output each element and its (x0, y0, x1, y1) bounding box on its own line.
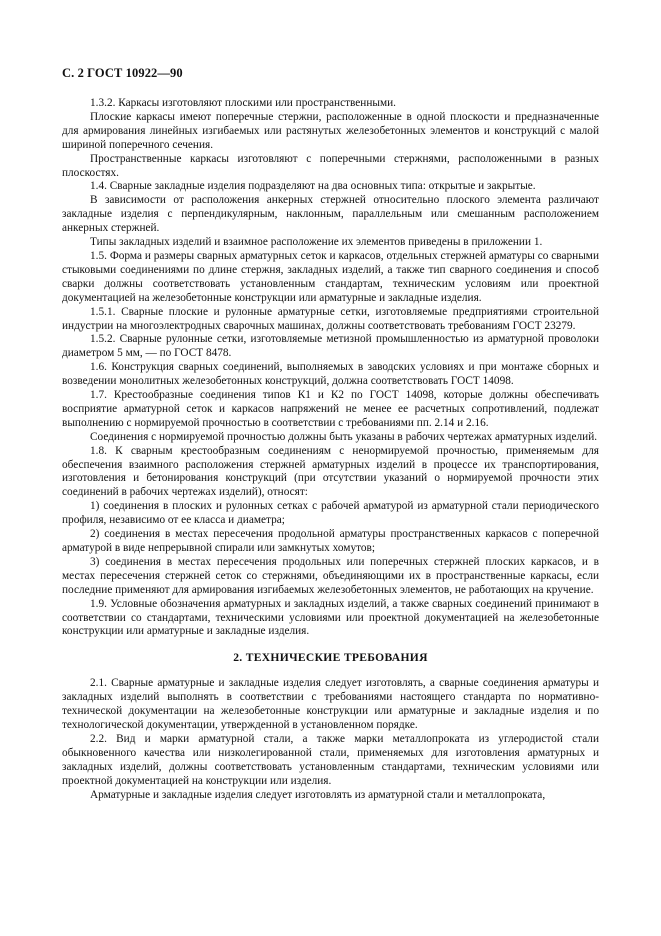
paragraph: 2) соединения в местах пересечения продольной арматуры пространственных каркасов с поперечной арматурой в виде непрерывной спирали или замкнутых хомутов; (62, 528, 599, 554)
paragraph: 1.5. Форма и размеры сварных арматурных сеток и каркасов, отдельных стержней арматуры со сварными стыковыми соединениями по длине стержня, закладных изделий, а также тип сварного соединения и способ сварки должны соответствовать установленным стандартам, техническим условиям или проектной документацией на железобетонные конструкции или арматурные и закладные изделия. (62, 249, 599, 304)
paragraph: 2.1. Сварные арматурные и закладные изделия следует изготовлять, а сварные соединения арматуры и закладных изделий выполнять в соответствии с требованиями настоящего стандарта по нормативно-технической документации на железобетонные конструкции или арматурные и закладные изделия и по технологической документации, утвержденной в установленном порядке. (62, 677, 599, 731)
paragraph: 1.3.2. Каркасы изготовляют плоскими или пространственными. (90, 97, 397, 109)
paragraph: 2.2. Вид и марки арматурной стали, а также марки металлопроката из углеродистой стали обыкновенного качества или низколегированной стали, применяемых для изготовления арматурных и закладных изделий, должны соответствовать установленным стандартами, техническим условиями или проектной документацией на конструкции или изделия. (62, 732, 599, 787)
document-body (62, 97, 599, 802)
paragraph: Соединения с нормируемой прочностью должны быть указаны в рабочих чертежах арматурных изделий. (90, 430, 598, 443)
paragraph: 1.8. К сварным крестообразным соединениям с ненормируемой прочностью, применяемым для обеспечения взаимного расположения стержней арматурных изделий в процессе их транспортирования, изготовления и бетонирования конструкций (при отсутствии указаний о нормируемой прочности этих соединений в рабочих чертежах изделий), относят: (62, 444, 599, 499)
section-title: 2. ТЕХНИЧЕСКИЕ ТРЕБОВАНИЯ (233, 651, 428, 665)
paragraph: Плоские каркасы имеют поперечные стержни, расположенные в одной плоскости и предназначенные для армирования линейных изгибаемых или растянутых железобетонных элементов и конструкций с малой шириной поперечного сечения. (62, 110, 599, 151)
paragraph: 3) соединения в местах пересечения продольных или поперечных стержней плоских каркасов, и в местах пересечения стержней сеток со стержнями, объединяющими их в пространственные каркасы, если последние применяют для армирования изгибаемых железобетонных элементов, не работающих на кручение. (62, 555, 599, 596)
paragraph: Арматурные и закладные изделия следует изготовлять из арматурной стали и металлопроката, (90, 788, 546, 801)
paragraph: 1.7. Крестообразные соединения типов К1 и К2 по ГОСТ 14098, которые должны обеспечивать восприятие арматурной сеток и каркасов напряжений не менее ее расчетных сопротивлений, подлежат выполнению с нормируемой прочностью в соответствии с требованиями пп. 2.14 и 2.16. (62, 389, 599, 429)
page-header: С. 2 ГОСТ 10922—90 (62, 66, 183, 80)
paragraph: 1) соединения в плоских и рулонных сетках с рабочей арматурой из арматурной стали периодического профиля, независимо от ее класса и диаметра; (62, 500, 599, 527)
paragraph: 1.4. Сварные закладные изделия подразделяют на два основных типа: открытые и закрытые. (90, 180, 536, 193)
paragraph: Типы закладных изделий и взаимное расположение их элементов приведены в приложении 1. (90, 236, 543, 249)
paragraph: В зависимости от расположения анкерных стержней относительно плоского элемента различают закладные изделия с перпендикулярным, наклонным, параллельным или смешанным расположением анкерных стержней. (62, 194, 599, 235)
paragraph: Пространственные каркасы изготовляют с поперечными стержнями, расположенными в разных плоскостях. (62, 152, 599, 179)
paragraph: 1.5.1. Сварные плоские и рулонные арматурные сетки, изготовляемые предприятиями строительной индустрии на многоэлектродных сварочных машинах, должны соответствовать требованиям ГОСТ 23279. (62, 305, 599, 332)
paragraph: 1.5.2. Сварные рулонные сетки, изготовляемые метизной промышленностью из арматурной проволоки диаметром 5 мм, — по ГОСТ 8478. (62, 333, 599, 360)
paragraph: 1.6. Конструкция сварных соединений, выполняемых в заводских условиях и при монтаже сборных и возведении монолитных железобетонных конструкций, должна соответствовать ГОСТ 14098. (62, 361, 599, 388)
paragraph: 1.9. Условные обозначения арматурных и закладных изделий, а также сварных соединений принимают в соответствии со стандартами, техническими условиями или проектной документацией на железобетонные конструкции или арматурные и закладные изделия. (62, 597, 599, 638)
